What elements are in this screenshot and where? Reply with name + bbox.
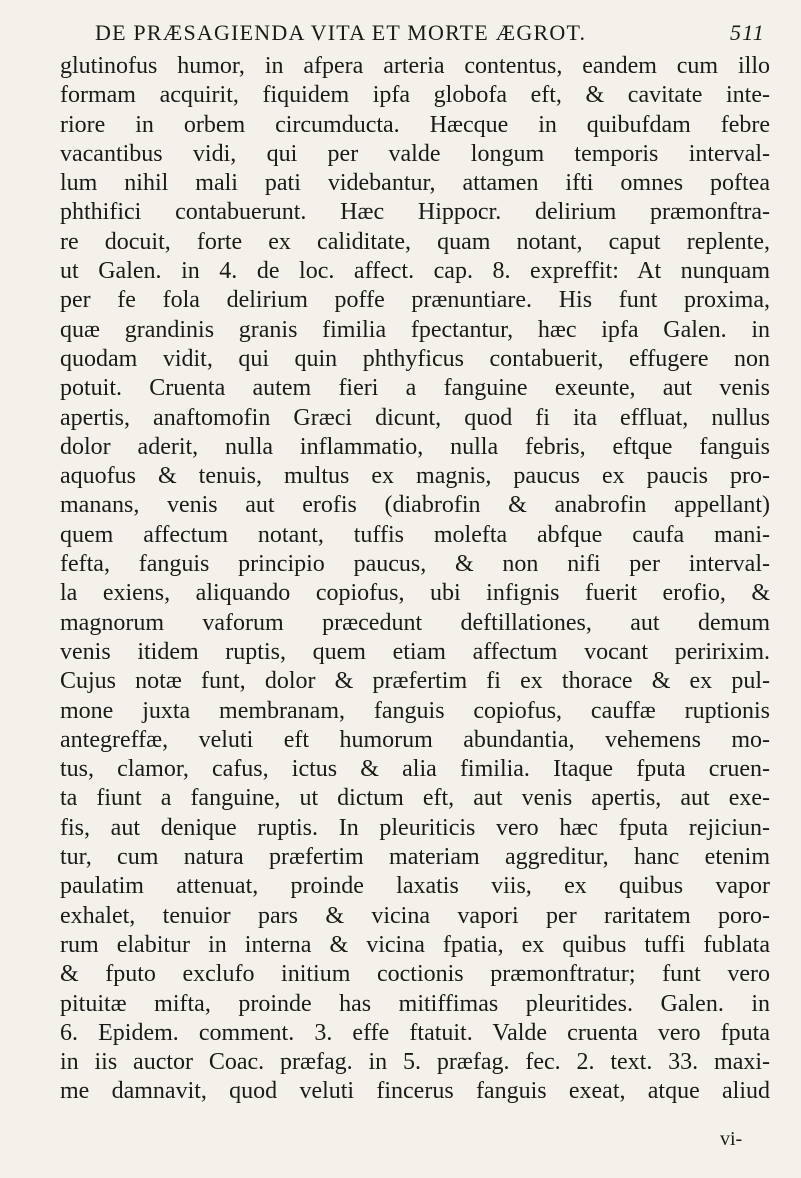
- text-line: quem affectum notant, tuffis molefta abfque caufa mani-: [60, 521, 770, 548]
- text-line: vacantibus vidi, qui per valde longum temporis interval-: [60, 140, 770, 167]
- text-line: pituitæ mifta, proinde has mitiffimas pleuritides. Galen. in: [60, 990, 770, 1017]
- body-text: [60, 52, 770, 1107]
- running-head: [95, 18, 765, 50]
- text-line: phthifici contabuerunt. Hæc Hippocr. delirium præmonftra-: [60, 199, 770, 226]
- text-line: glutinofus humor, in afpera arteria contentus, eandem cum illo: [60, 53, 770, 79]
- text-line: & fputo exclufo initium coctionis præmonftratur; funt vero: [60, 961, 770, 988]
- text-line: rum elabitur in interna & vicina fpatia, ex quibus tuffi fublata: [60, 931, 770, 958]
- text-line: riore in orbem circumducta. Hæcque in quibufdam febre: [60, 111, 770, 138]
- text-line: per fe fola delirium poffe prænuntiare. His funt proxima,: [60, 287, 770, 314]
- text-line: me damnavit, quod veluti fincerus fanguis exeat, atque aliud: [60, 1078, 770, 1105]
- text-line: manans, venis aut erofis (diabrofin & anabrofin appellant): [60, 492, 770, 519]
- text-line: dolor aderit, nulla inflammatio, nulla febris, eftque fanguis: [60, 433, 770, 460]
- text-line: formam acquirit, fiquidem ipfa globofa eft, & cavitate inte-: [60, 82, 770, 109]
- text-line: tur, cum natura præfertim materiam aggreditur, hanc etenim: [60, 844, 770, 871]
- text-line: lum nihil mali pati videbantur, attamen ifti omnes poftea: [60, 170, 770, 197]
- text-line: exhalet, tenuior pars & vicina vapori per raritatem poro-: [60, 902, 770, 929]
- text-line: re docuit, forte ex caliditate, quam notant, caput replente,: [60, 228, 770, 255]
- text-line: potuit. Cruenta autem fieri a fanguine exeunte, aut venis: [60, 375, 770, 402]
- text-line: fefta, fanguis principio paucus, & non nifi per interval-: [60, 551, 770, 578]
- text-line: ut Galen. in 4. de loc. affect. cap. 8. expreffit: At nunquam: [60, 258, 770, 285]
- text-line: tus, clamor, cafus, ictus & alia fimilia. Itaque fputa cruen-: [60, 756, 770, 783]
- text-line: la exiens, aliquando copiofus, ubi infignis fuerit erofio, &: [60, 580, 770, 607]
- text-line: antegreffæ, veluti eft humorum abundantia, vehemens mo-: [60, 726, 770, 753]
- text-line: venis itidem ruptis, quem etiam affectum vocant peririxim.: [60, 638, 770, 665]
- text-line: Cujus notæ funt, dolor & præfertim fi ex thorace & ex pul-: [60, 668, 770, 695]
- text-line: aquofus & tenuis, multus ex magnis, paucus ex paucis pro-: [60, 463, 770, 490]
- page-number: 511: [730, 20, 765, 45]
- text-line: magnorum vaforum præcedunt deftillationes, aut demum: [60, 609, 770, 636]
- text-line: 6. Epidem. comment. 3. effe ftatuit. Valde cruenta vero fputa: [60, 1019, 770, 1046]
- running-title: DE PRÆSAGIENDA VITA ET MORTE ÆGROT.: [95, 20, 587, 45]
- text-line: paulatim attenuat, proinde laxatis viis, ex quibus vapor: [60, 873, 770, 900]
- text-line: apertis, anaftomofin Græci dicunt, quod fi ita effluat, nullus: [60, 404, 770, 431]
- text-line: mone juxta membranam, fanguis copiofus, cauffæ ruptionis: [60, 697, 770, 724]
- text-line: in iis auctor Coac. præfag. in 5. præfag. fec. 2. text. 33. maxi-: [60, 1049, 770, 1076]
- text-line: quæ grandinis granis fimilia fpectantur, hæc ipfa Galen. in: [60, 316, 770, 343]
- text-line: ta fiunt a fanguine, ut dictum eft, aut venis apertis, aut exe-: [60, 785, 770, 812]
- text-line: fis, aut denique ruptis. In pleuriticis vero hæc fputa rejiciun-: [60, 814, 770, 841]
- catchword: vi-: [720, 1128, 743, 1150]
- text-line: quodam vidit, qui quin phthyficus contabuerit, effugere non: [60, 345, 770, 372]
